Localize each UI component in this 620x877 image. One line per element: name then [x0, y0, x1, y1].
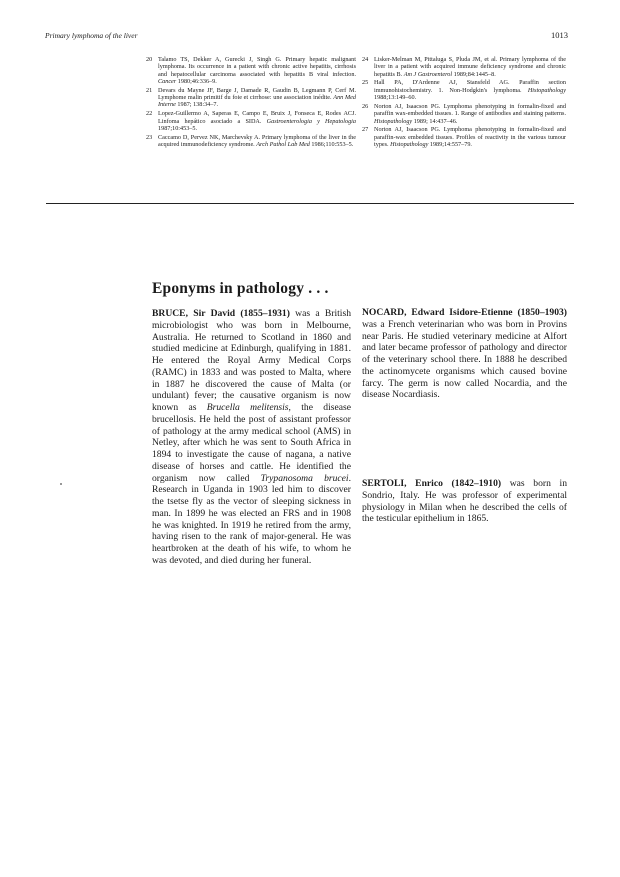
reference-number: 25 [362, 79, 369, 87]
reference-number: 22 [146, 110, 153, 118]
section-divider [46, 203, 574, 204]
running-title: Primary lymphoma of the liver [45, 31, 138, 40]
reference-text: Devars du Mayne JF, Barge J, Damade R, Gaudin B, Legmann P, Cerf M. Lymphome malin primitif du foie et cirrhose: une association inédite. Ann Med Interne 1987; 138:34–7. [158, 86, 356, 109]
reference-list-right [362, 56, 566, 150]
organism-name: Trypanosoma brucei [260, 472, 349, 484]
section-title: Eponyms in pathology . . . [152, 280, 329, 297]
entry-paragraph: NOCARD, Edward Isidore-Etienne (1850–1903) was a French veterinarian who was born in Provins near Paris. He studied veterinary medicine at Alfort and later became professor of pathology and director of the veterinary school there. In 1888 he described the actinomycete organisms which caused bovine farcy. The germ is now called Nocardia, and the disease Nocardiasis. [362, 307, 567, 401]
reference-item [146, 134, 356, 149]
reference-item [146, 87, 356, 109]
entry-nocard [362, 307, 567, 401]
entry-sertoli [362, 478, 567, 525]
reference-text: Caccamo D, Pervez NK, Marchevsky A. Primary lymphoma of the liver in the acquired immunodeficiency syndrome. Arch Pathol Lab Med 1986;110:553–5. [158, 133, 356, 149]
reference-number: 21 [146, 86, 153, 94]
reference-item [146, 110, 356, 132]
reference-item [362, 103, 566, 125]
reference-number: 23 [146, 133, 153, 141]
eponym-name: SERTOLI, Enrico (1842–1910) [362, 478, 502, 489]
entry-bruce [152, 308, 351, 567]
reference-list-left [146, 56, 356, 150]
reference-item [362, 56, 566, 78]
reference-text: Lisker-Melman M, Pittaluga S, Pluda JM, et al. Primary lymphoma of the liver in a patient with acquired immune deficiency syndrome and chronic hepatitis B. Am J Gastroenterol 1989;84:1445–8. [374, 56, 566, 78]
reference-item [362, 79, 566, 101]
reference-number: 27 [362, 126, 369, 134]
reference-text: Talamo TS, Dekker A, Gurecki J, Singh G. Primary hepatic malignant lymphoma. Its occurrence in a patient with chronic active hepatitis, cirrhosis and hepatocellular carcinoma associated with hepatitis B viral infection. Cancer 1980;46:336–9. [158, 56, 356, 85]
reference-text: Lopez-Guillermo A, Saperas E, Campo E, Bruix J, Fonseca E, Rodes ACJ. Linfoma hepático asociado a SIDA. Gastroenterologia y Hepatologia 1987;10:453–5. [158, 110, 356, 132]
reference-item [362, 126, 566, 148]
entry-paragraph: BRUCE, Sir David (1855–1931) was a British microbiologist who was born in Melbourne, Australia. He returned to Scotland in 1860 and studied medicine at Edinburgh, qualifying in 1881. He entered the Royal Army Medical Corps (RAMC) in 1833 and was posted to Malta, where in 1887 he discovered the cause of Malta (or undulant) fever; the causative organism is now known as Brucella melitensis, the disease brucellosis. He held the post of assistant professor of pathology at the army medical school (AMS) in Netley, after which he was sent to South Africa in 1894 to investigate the cause of nagana, a native disease of horses and cattle. He identified the organism now called Trypanosoma brucei. Research in Uganda in 1903 led him to discover the tsetse fly as the vector of sleeping sickness in man. In 1899 he was elected an FRS and in 1908 he was knighted. In 1919 he retired from the army, having risen to the rank of major-general. He was heartbroken at the death of his wife, to whom he was devoted, and died during her funeral. [152, 308, 352, 566]
reference-item [146, 56, 356, 85]
reference-number: 20 [146, 56, 153, 63]
organism-name: Brucella melitensis [206, 402, 289, 413]
eponym-name: NOCARD, Edward Isidore-Etienne (1850–1903) [362, 307, 567, 318]
scan-speck [60, 483, 62, 485]
page-number: 1013 [551, 30, 568, 40]
entry-paragraph: SERTOLI, Enrico (1842–1910) was born in Sondrio, Italy. He was professor of experimental physiology in Milan when he described the cells of the testicular epithelium in 1865. [362, 478, 567, 525]
reference-number: 26 [362, 102, 369, 110]
reference-text: Norton AJ, Isaacson PG. Lymphoma phenotyping in formalin-fixed and paraffin wax-embedded tissues. 1. Range of antibodies and staining patterns. Histopathology 1989; 14:437–46. [374, 102, 566, 125]
reference-text: Norton AJ, Isaacson PG. Lymphoma phenotyping in formalin-fixed and paraffin-wax embedded tissues. Profiles of reactivity in the various tumour types. Histopathology 1989;14:557–79. [374, 126, 566, 149]
eponym-name: BRUCE, Sir David (1855–1931) [152, 308, 290, 319]
reference-number: 24 [362, 56, 369, 63]
reference-text: Hall PA, D'Ardenne AJ, Stansfeld AG. Paraffin section immunohistochemistry. 1. Non-Hodgkin's lymphoma. Histopathology 1988;13:149–60. [374, 79, 566, 102]
